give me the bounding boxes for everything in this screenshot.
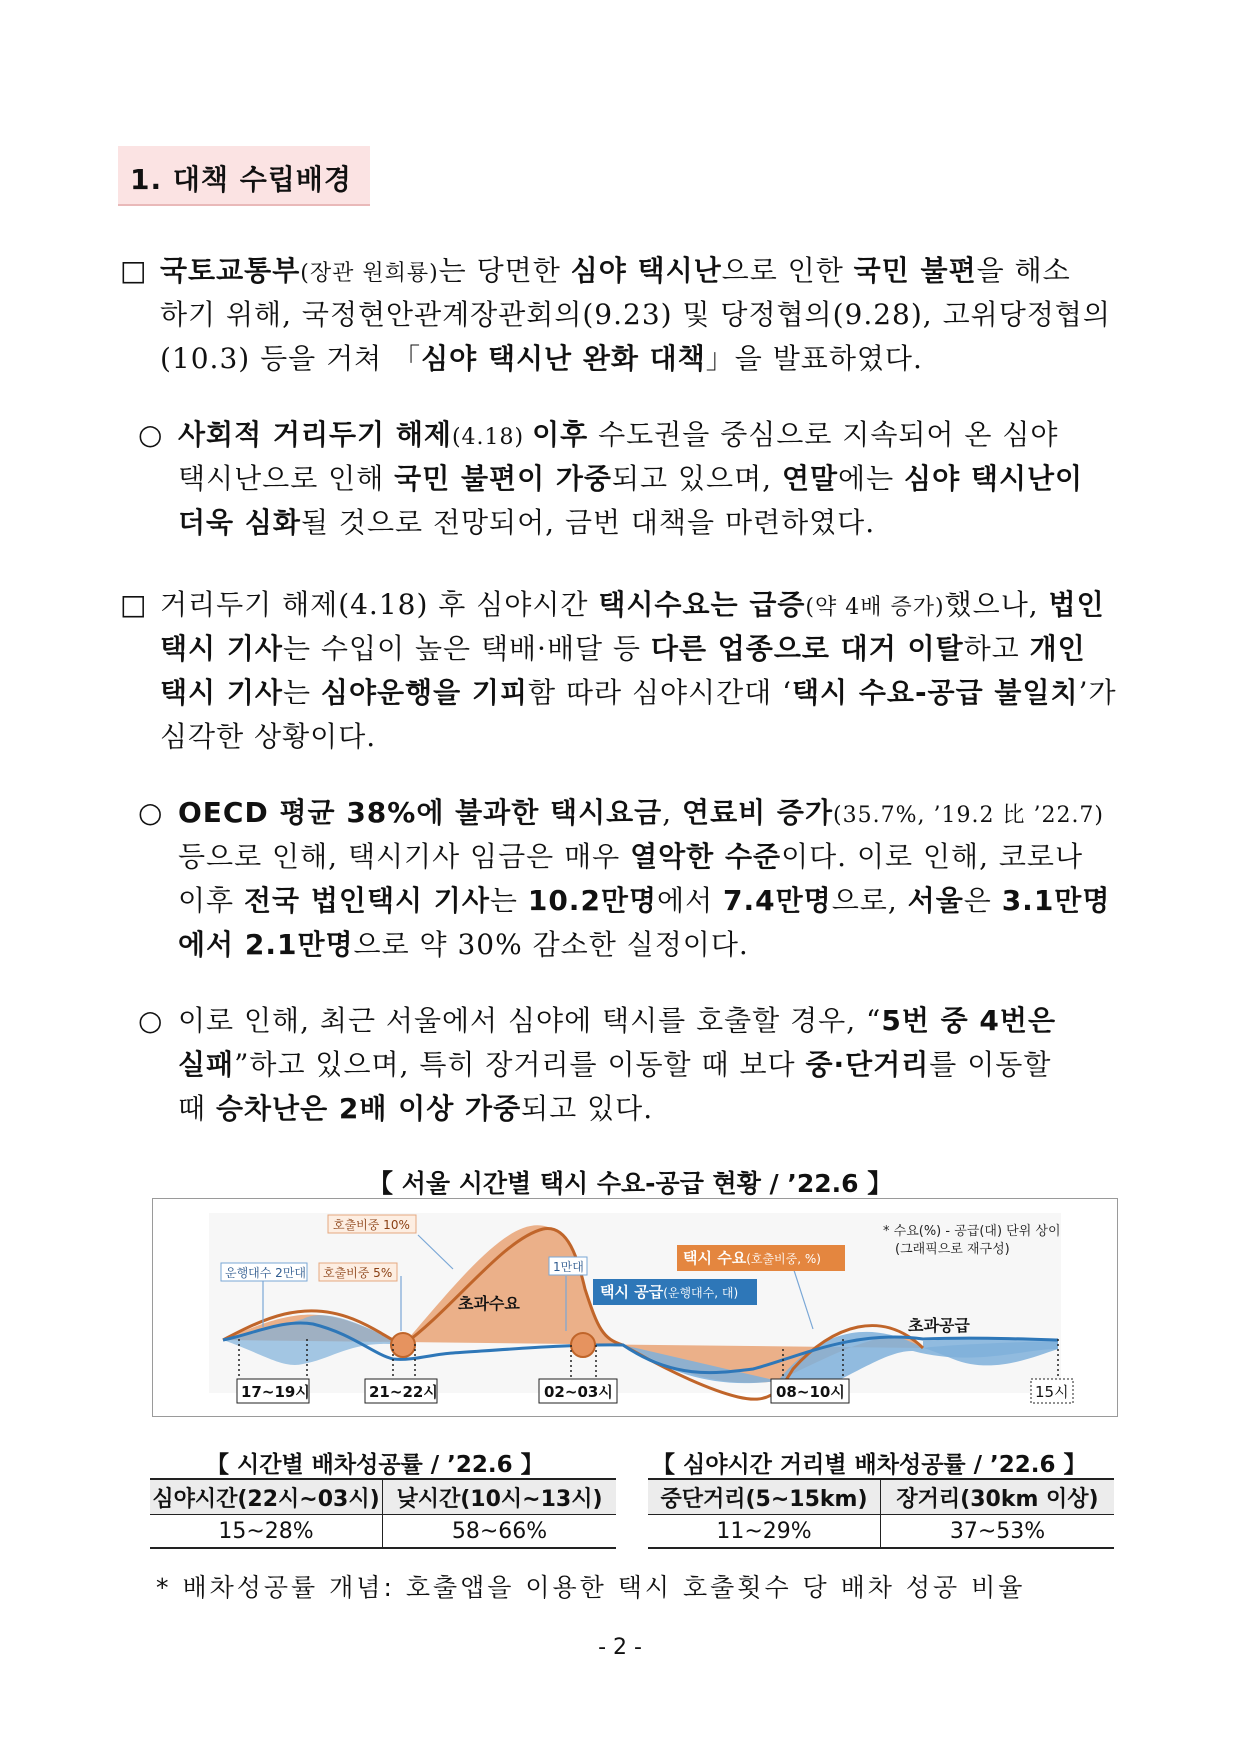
callout-supply-1man: 1만대 (553, 1260, 584, 1274)
table-header-row (648, 1479, 1114, 1515)
intersection-point (391, 1333, 415, 1357)
footnote: * 배차성공률 개념: 호출앱을 이용한 택시 호출횟수 당 배차 성공 비율 (156, 1573, 1026, 1602)
paragraph-4-line-1: OECD 평균 38%에 불과한 택시요금, 연료비 증가(35.7%, ’19.2 比 ’22.7) (178, 796, 1105, 829)
table-cell: 37~53% (881, 1515, 1115, 1549)
callout-call-10: 호출비중 10% (333, 1218, 410, 1232)
table-cell: 11~29% (648, 1515, 881, 1549)
paragraph-2-line-2: 택시난으로 인해 국민 불편이 가중되고 있으며, 연말에는 심야 택시난이 (178, 462, 1084, 495)
time-label: 15시 (1035, 1383, 1069, 1401)
time-label: 17~19시 (241, 1383, 310, 1401)
table-header-cell: 장거리(30km 이상) (881, 1479, 1115, 1515)
paragraph-4-line-2: 등으로 인해, 택시기사 임금은 매우 열악한 수준이다. 이로 인해, 코로나 (178, 840, 1084, 873)
paragraph-2-line-1: 사회적 거리두기 해제(4.18) 이후 수도권을 중심으로 지속되어 온 심야 (178, 418, 1059, 451)
paragraph-4-line-3: 이후 전국 법인택시 기사는 10.2만명에서 7.4만명으로, 서울은 3.1만명 (178, 884, 1111, 917)
paragraph-1-line-2: 하기 위해, 국정현안관계장관회의(9.23) 및 당정협의(9.28), 고위당정협의 (160, 298, 1111, 331)
paragraph-3-bullet: □ (120, 588, 148, 621)
legend-supply: 택시 공급(운행대수, 대) (600, 1283, 739, 1301)
paragraph-5-line-3: 때 승차난은 2배 이상 가중되고 있다. (178, 1092, 654, 1125)
table-left (150, 1478, 616, 1549)
table-header-cell: 낮시간(10시~13시) (383, 1479, 617, 1515)
paragraph-3-line-2: 택시 기사는 수입이 높은 택배·배달 등 다른 업종으로 대거 이탈하고 개인 (160, 632, 1086, 665)
label-excess-demand: 초과수요 (458, 1294, 520, 1313)
label-excess-supply: 초과공급 (908, 1316, 970, 1335)
paragraph-1-line-1: 국토교통부(장관 원희룡)는 당면한 심야 택시난으로 인한 국민 불편을 해소 (160, 254, 1071, 287)
paragraph-5-bullet: ○ (138, 1004, 164, 1037)
table-header-cell: 심야시간(22시~03시) (150, 1479, 383, 1515)
intersection-point (571, 1333, 595, 1357)
table-cell: 15~28% (150, 1515, 383, 1549)
chart-caption: 【 서울 시간별 택시 수요-공급 현황 / ’22.6 】 (368, 1169, 893, 1198)
page-number: - 2 - (598, 1635, 642, 1660)
table-row (150, 1515, 616, 1549)
paragraph-4-line-4: 에서 2.1만명으로 약 30% 감소한 실정이다. (178, 928, 749, 961)
time-label: 02~03시 (544, 1383, 613, 1401)
paragraph-3-line-3: 택시 기사는 심야운행을 기피함 따라 심야시간대 ‘택시 수요-공급 불일치’가 (160, 676, 1117, 709)
paragraph-5-line-2: 실패”하고 있으며, 특히 장거리를 이동할 때 보다 중·단거리를 이동할 (178, 1048, 1052, 1081)
paragraph-3-line-4: 심각한 상황이다. (160, 720, 377, 753)
table-row (648, 1515, 1114, 1549)
paragraph-5-line-1: 이로 인해, 최근 서울에서 심야에 택시를 호출할 경우, “5번 중 4번은 (178, 1004, 1056, 1037)
table-cell: 58~66% (383, 1515, 617, 1549)
demand-supply-chart (153, 1199, 1117, 1416)
table-right-caption: 【 심야시간 거리별 배차성공률 / ’22.6 】 (652, 1452, 1087, 1478)
chart-note-line-1: * 수요(%) - 공급(대) 단위 상이 (883, 1224, 1061, 1239)
callout-supply-2man: 운행대수 2만대 (225, 1266, 307, 1280)
paragraph-2-bullet: ○ (138, 418, 164, 451)
table-header-row (150, 1479, 616, 1515)
paragraph-2-line-3: 더욱 심화될 것으로 전망되어, 금번 대책을 마련하였다. (178, 506, 876, 539)
paragraph-4-bullet: ○ (138, 796, 164, 829)
section-title: 1. 대책 수립배경 (130, 163, 352, 196)
time-label: 08~10시 (776, 1383, 845, 1401)
chart-note-line-2: (그래픽으로 재구성) (895, 1242, 1010, 1257)
chart-frame (152, 1198, 1118, 1417)
table-header-cell: 중단거리(5~15km) (648, 1479, 881, 1515)
paragraph-1-line-3: (10.3) 등을 거쳐 「심야 택시난 완화 대책」을 발표하였다. (160, 342, 923, 375)
callout-call-5: 호출비중 5% (323, 1266, 393, 1280)
time-label: 21~22시 (369, 1383, 438, 1401)
paragraph-3-line-1: 거리두기 해제(4.18) 후 심야시간 택시수요는 급증(약 4배 증가)했으나, 법인 (160, 588, 1105, 621)
paragraph-1-bullet: □ (120, 254, 148, 287)
table-left-caption: 【 시간별 배차성공률 / ’22.6 】 (206, 1452, 544, 1478)
table-right (648, 1478, 1114, 1549)
legend-demand: 택시 수요(호출비중, %) (683, 1249, 821, 1267)
